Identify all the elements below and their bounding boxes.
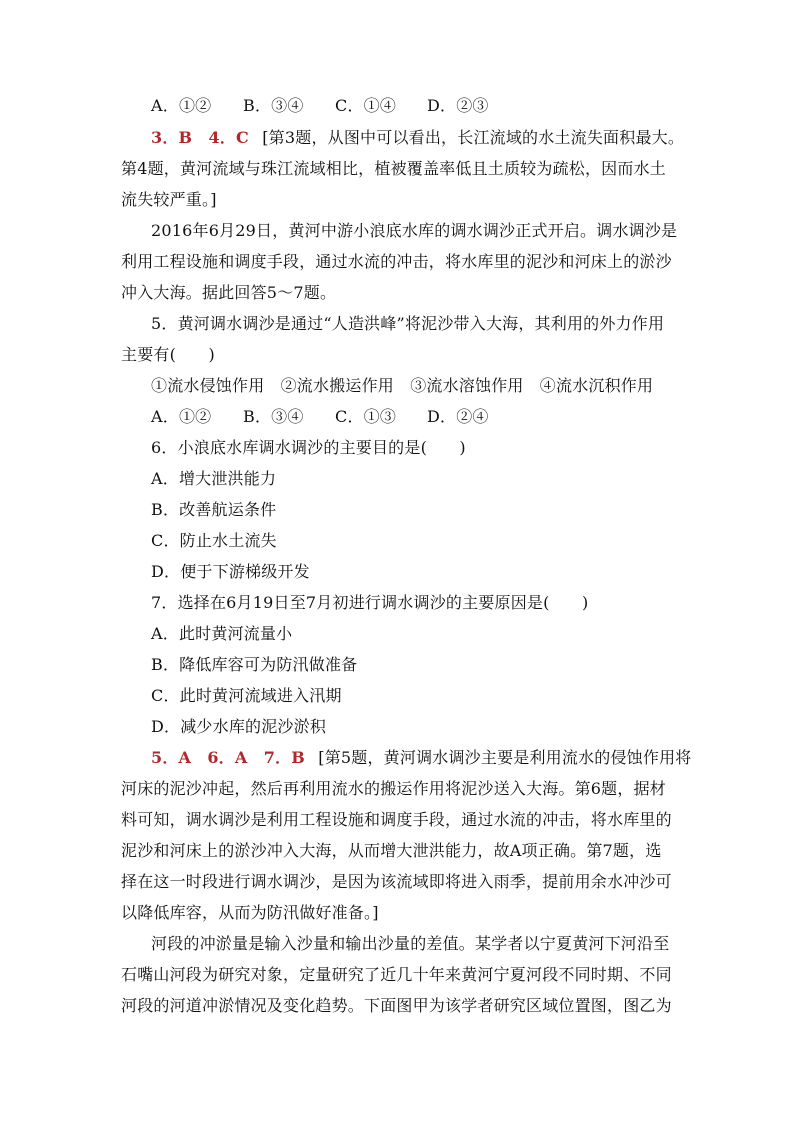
q2-option-d[interactable]: D．②③ [427, 96, 489, 115]
material-next-line-1: 河段的冲淤量是输入沙量和输出沙量的差值。某学者以宁夏黄河下河沿至 [151, 934, 670, 953]
q6-option-c[interactable]: C．防止水土流失 [151, 531, 277, 550]
q2-option-b[interactable]: B．③④ [243, 96, 304, 115]
q5-items: ①流水侵蚀作用 ②流水搬运作用 ③流水溶蚀作用 ④流水沉积作用 [151, 376, 654, 395]
answer-5-7-key: 5．A 6．A 7．B [151, 748, 305, 767]
q7-option-a[interactable]: A．此时黄河流量小 [151, 624, 293, 643]
material-5-7-line-1: 2016年6月29日，黄河中游小浪底水库的调水调沙正式开启。调水调沙是 [151, 221, 678, 240]
q6-option-d[interactable]: D．便于下游梯级开发 [151, 562, 310, 581]
answer-5-7-line-2: 河床的泥沙冲起，然后再利用流水的搬运作用将泥沙送入大海。第6题，据材 [121, 779, 666, 798]
q5-option-d[interactable]: D．②④ [427, 407, 489, 426]
answer-5-7-line-5: 择在这一时段进行调水调沙，是因为该流域即将进入雨季，提前用余水冲沙可 [121, 872, 672, 891]
answer-5-7-line-3: 料可知，调水调沙是利用工程设施和调度手段，通过水流的冲击，将水库里的 [121, 810, 672, 829]
q6-option-a[interactable]: A．增大泄洪能力 [151, 469, 277, 488]
q7-stem: 7．选择在6月19日至7月初进行调水调沙的主要原因是( ) [151, 593, 589, 612]
q6-option-b[interactable]: B．改善航运条件 [151, 500, 277, 519]
q7-option-d[interactable]: D．减少水库的泥沙淤积 [151, 717, 327, 736]
material-5-7-line-3: 冲入大海。据此回答5～7题。 [121, 283, 337, 302]
answer-5-7-text-1: [第5题，黄河调水调沙主要是利用流水的侵蚀作用将 [318, 748, 692, 767]
answer-5-7-line-4: 泥沙和河床上的淤沙冲入大海，从而增大泄洪能力，故A项正确。第7题，选 [121, 841, 662, 860]
q2-options-row [151, 96, 519, 116]
material-5-7-line-2: 利用工程设施和调度手段，通过水流的冲击，将水库里的泥沙和河床上的淤沙 [121, 252, 672, 271]
q5-options-row [151, 407, 519, 427]
q5-option-b[interactable]: B．③④ [243, 407, 304, 426]
answer-5-7-line-1 [151, 748, 691, 768]
q5-stem-line-1: 5．黄河调水调沙是通过“人造洪峰”将泥沙带入大海，其利用的外力作用 [151, 314, 665, 333]
answer-3-4-text-1: [第3题，从图中可以看出，长江流域的水土流失面积最大。 [262, 128, 685, 147]
q5-option-c[interactable]: C．①③ [335, 407, 397, 426]
q2-option-c[interactable]: C．①④ [335, 96, 397, 115]
q7-option-b[interactable]: B．降低库容可为防汛做准备 [151, 655, 358, 674]
q5-option-a[interactable]: A．①② [151, 407, 212, 426]
q6-stem: 6．小浪底水库调水调沙的主要目的是( ) [151, 438, 466, 457]
q5-stem-line-2: 主要有( ) [121, 345, 215, 364]
q2-option-a[interactable]: A．①② [151, 96, 212, 115]
material-next-line-3: 河段的河道冲淤情况及变化趋势。下面图甲为该学者研究区域位置图，图乙为 [121, 996, 672, 1015]
answer-3-4-line-1 [151, 128, 684, 148]
q7-option-c[interactable]: C．此时黄河流域进入汛期 [151, 686, 342, 705]
answer-3-4-line-3: 流失较严重。] [121, 190, 217, 209]
answer-5-7-line-6: 以降低库容，从而为防汛做好准备。] [121, 903, 379, 922]
answer-3-4-key: 3．B 4．C [151, 128, 249, 147]
material-next-line-2: 石嘴山河段为研究对象，定量研究了近几十年来黄河宁夏河段不同时期、不同 [121, 965, 672, 984]
answer-3-4-line-2: 第4题，黄河流域与珠江流域相比，植被覆盖率低且土质较为疏松，因而水土 [121, 159, 666, 178]
